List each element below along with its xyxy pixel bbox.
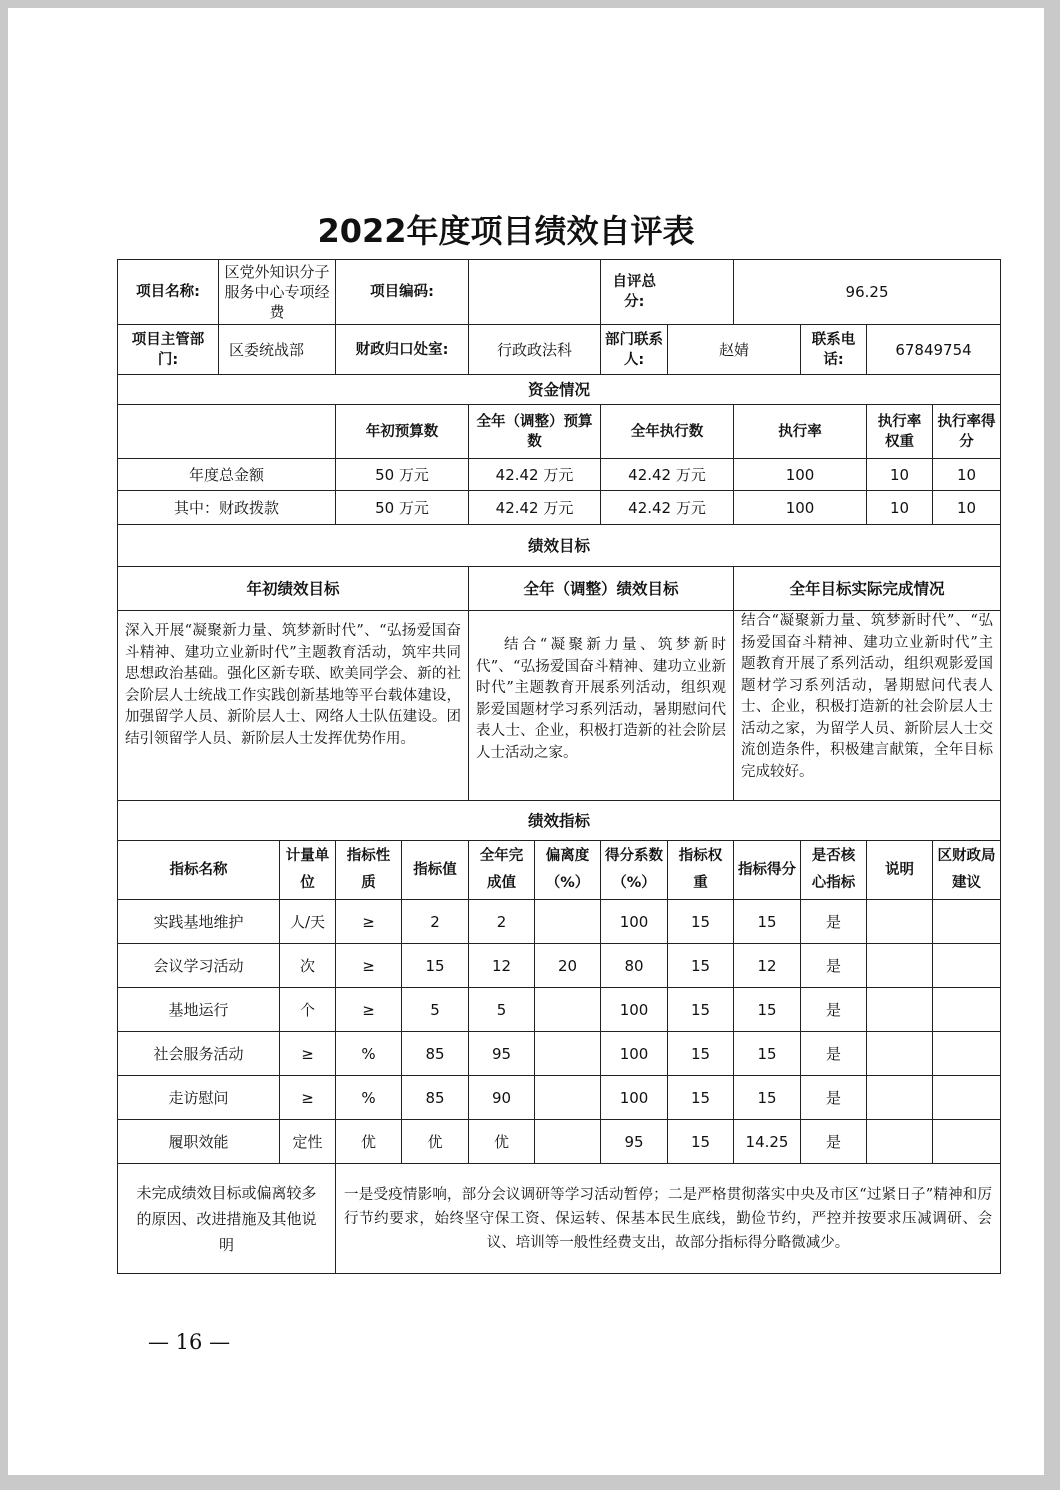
indicator-cell: 15	[668, 900, 734, 944]
indicator-cell: 100	[601, 900, 668, 944]
funds-cell: 100	[734, 459, 867, 491]
goals-section-title: 绩效目标	[118, 525, 1001, 567]
dept-value: 区委统战部	[219, 325, 336, 375]
indicator-cell	[867, 1032, 933, 1076]
funds-cell: 42.42 万元	[469, 459, 601, 491]
contact-label: 部门联系人:	[601, 325, 668, 375]
goals-col1-text: 深入开展“凝聚新力量、筑梦新时代”、“弘扬爱国奋斗精神、建功立业新时代”主题教育活动，筑牢共同思想政治基础。强化区新专联、欧美同学会、新的社会阶层人士统战工作实践创新基地等平台载体建设，加强留学人员、新阶层人士、网络人士队伍建设。团结引领留学人员、新阶层人士发挥优势作用。	[118, 611, 469, 801]
indicator-cell: 优	[469, 1120, 535, 1164]
indicator-cell: 100	[601, 988, 668, 1032]
document-page	[8, 8, 1044, 1475]
funds-cell: 10	[933, 459, 1001, 491]
indicator-cell: 15	[668, 1120, 734, 1164]
performance-table	[117, 259, 1001, 1274]
indicators-header-row	[118, 841, 1001, 900]
indicator-cell: 15	[668, 1032, 734, 1076]
indicator-name: 基地运行	[118, 988, 280, 1032]
indicator-cell: 90	[469, 1076, 535, 1120]
funds-header: 全年执行数	[601, 405, 734, 459]
funds-cell: 50 万元	[336, 491, 469, 525]
indicator-cell: %	[336, 1032, 402, 1076]
reason-row	[118, 1164, 1001, 1274]
indicator-cell	[933, 900, 1001, 944]
indicator-cell: 是	[801, 1032, 867, 1076]
score-spacer	[668, 260, 734, 325]
indicator-cell: 是	[801, 988, 867, 1032]
indicator-cell: 85	[402, 1032, 469, 1076]
project-code-label: 项目编码:	[336, 260, 469, 325]
dept-label: 项目主管部门:	[118, 325, 219, 375]
indicator-header: 全年完成值	[469, 841, 535, 900]
indicator-header: 得分系数（%）	[601, 841, 668, 900]
indicator-cell: 15	[734, 900, 801, 944]
funds-header: 年初预算数	[336, 405, 469, 459]
funds-cell: 42.42 万元	[601, 459, 734, 491]
indicator-cell: 优	[336, 1120, 402, 1164]
indicator-cell: ≥	[280, 1032, 336, 1076]
indicator-cell: 100	[601, 1076, 668, 1120]
funds-header-blank	[118, 405, 336, 459]
funds-header: 全年（调整）预算数	[469, 405, 601, 459]
indicator-row	[118, 988, 1001, 1032]
score-label: 自评总分:	[601, 260, 668, 325]
indicator-cell: 15	[402, 944, 469, 988]
goals-col3-title: 全年目标实际完成情况	[734, 567, 1001, 611]
indicator-cell	[933, 988, 1001, 1032]
indicator-cell	[535, 988, 601, 1032]
indicator-cell: 12	[734, 944, 801, 988]
indicator-cell	[535, 900, 601, 944]
indicator-header: 指标值	[402, 841, 469, 900]
indicator-cell	[535, 1120, 601, 1164]
score-value: 96.25	[734, 260, 1001, 325]
funds-cell: 42.42 万元	[601, 491, 734, 525]
indicator-cell: 100	[601, 1032, 668, 1076]
indicator-cell: 95	[469, 1032, 535, 1076]
project-name-value: 区党外知识分子服务中心专项经费	[219, 260, 336, 325]
indicator-cell: 5	[469, 988, 535, 1032]
indicator-cell: 14.25	[734, 1120, 801, 1164]
page-number: — 16 —	[148, 1330, 231, 1354]
indicator-cell: 20	[535, 944, 601, 988]
indicator-header: 计量单位	[280, 841, 336, 900]
indicator-cell	[933, 944, 1001, 988]
indicator-cell: 15	[668, 1076, 734, 1120]
indicator-cell	[535, 1076, 601, 1120]
indicator-cell: 人/天	[280, 900, 336, 944]
goals-col3-text: 结合“凝聚新力量、筑梦新时代”、“弘扬爱国奋斗精神、建功立业新时代”主题教育开展了系列活动，组织观影爱国题材学习系列活动，暑期慰问代表人士、企业，积极打造新的社会阶层人士活动之家，为留学人员、新阶层人士交流创造条件，积极建言献策，全年目标完成较好。	[734, 611, 1001, 801]
indicator-row	[118, 1032, 1001, 1076]
indicator-cell	[535, 1032, 601, 1076]
indicator-cell: 15	[668, 944, 734, 988]
funds-section-row	[118, 375, 1001, 405]
indicator-cell: 优	[402, 1120, 469, 1164]
indicator-cell: 个	[280, 988, 336, 1032]
funds-row-label: 年度总金额	[118, 459, 336, 491]
indicator-header: 偏离度（%）	[535, 841, 601, 900]
indicator-row	[118, 900, 1001, 944]
indicator-cell: 15	[668, 988, 734, 1032]
funds-cell: 10	[933, 491, 1001, 525]
indicator-name: 会议学习活动	[118, 944, 280, 988]
indicator-cell	[933, 1120, 1001, 1164]
indicator-cell: 2	[469, 900, 535, 944]
goals-col2-text: 结合“凝聚新力量、筑梦新时代”、“弘扬爱国奋斗精神、建功立业新时代”主题教育开展系列活动，组织观影爱国题材学习系列活动，暑期慰问代表人士、企业，积极打造新的社会阶层人士活动之家。	[469, 611, 734, 801]
indicator-cell: 次	[280, 944, 336, 988]
indicator-cell: 是	[801, 900, 867, 944]
funds-cell: 42.42 万元	[469, 491, 601, 525]
indicator-cell	[933, 1076, 1001, 1120]
indicator-row	[118, 1076, 1001, 1120]
indicator-cell: 是	[801, 944, 867, 988]
indicators-section-title: 绩效指标	[118, 801, 1001, 841]
project-code-value	[469, 260, 601, 325]
header-row-1	[118, 260, 1001, 325]
header-row-2	[118, 325, 1001, 375]
funds-header: 执行率得分	[933, 405, 1001, 459]
phone-label: 联系电话:	[801, 325, 867, 375]
indicator-cell	[867, 1076, 933, 1120]
goals-header-row	[118, 567, 1001, 611]
reason-label: 未完成绩效目标或偏离较多的原因、改进措施及其他说明	[118, 1164, 336, 1274]
indicator-header: 指标权重	[668, 841, 734, 900]
indicator-cell: ≥	[336, 900, 402, 944]
indicator-name: 履职效能	[118, 1120, 280, 1164]
contact-value: 赵婧	[668, 325, 801, 375]
indicator-cell: 是	[801, 1076, 867, 1120]
indicators-section-row	[118, 801, 1001, 841]
indicator-name: 实践基地维护	[118, 900, 280, 944]
indicator-rows	[118, 900, 1001, 1164]
goals-section-row	[118, 525, 1001, 567]
goals-text-row	[118, 611, 1001, 801]
funds-row-label: 其中：财政拨款	[118, 491, 336, 525]
funds-section-title: 资金情况	[118, 375, 1001, 405]
goals-col2-title: 全年（调整）绩效目标	[469, 567, 734, 611]
indicator-cell: 95	[601, 1120, 668, 1164]
indicator-name: 社会服务活动	[118, 1032, 280, 1076]
funds-cell: 10	[867, 491, 933, 525]
indicator-cell: %	[336, 1076, 402, 1120]
indicator-cell: 12	[469, 944, 535, 988]
finance-label: 财政归口处室:	[336, 325, 469, 375]
indicator-cell	[933, 1032, 1001, 1076]
indicator-row	[118, 1120, 1001, 1164]
indicator-name: 走访慰问	[118, 1076, 280, 1120]
phone-value: 67849754	[867, 325, 1001, 375]
funds-cell: 100	[734, 491, 867, 525]
indicator-cell	[867, 944, 933, 988]
document-title: 2022年度项目绩效自评表	[317, 212, 695, 250]
funds-row	[118, 491, 1001, 525]
finance-value: 行政政法科	[469, 325, 601, 375]
indicator-cell: 15	[734, 1076, 801, 1120]
indicator-cell: ≥	[280, 1076, 336, 1120]
indicator-header: 指标性质	[336, 841, 402, 900]
indicator-cell: ≥	[336, 988, 402, 1032]
indicator-cell	[867, 1120, 933, 1164]
indicator-cell: 是	[801, 1120, 867, 1164]
indicator-cell: ≥	[336, 944, 402, 988]
indicator-cell: 5	[402, 988, 469, 1032]
goals-col1-title: 年初绩效目标	[118, 567, 469, 611]
reason-text: 一是受疫情影响，部分会议调研等学习活动暂停；二是严格贯彻落实中央及市区“过紧日子”精神和厉行节约要求，始终坚守保工资、保运转、保基本民生底线，勤俭节约，严控并按要求压减调研、会议、培训等一般性经费支出，故部分指标得分略微减少。	[336, 1164, 1001, 1274]
indicator-header: 是否核心指标	[801, 841, 867, 900]
funds-header: 执行率权重	[867, 405, 933, 459]
indicator-cell: 85	[402, 1076, 469, 1120]
indicator-cell: 15	[734, 1032, 801, 1076]
indicator-cell: 2	[402, 900, 469, 944]
indicator-cell: 定性	[280, 1120, 336, 1164]
indicator-header: 指标得分	[734, 841, 801, 900]
indicator-header: 指标名称	[118, 841, 280, 900]
indicator-row	[118, 944, 1001, 988]
indicator-header: 说明	[867, 841, 933, 900]
funds-cell: 10	[867, 459, 933, 491]
funds-cell: 50 万元	[336, 459, 469, 491]
indicator-cell: 15	[734, 988, 801, 1032]
funds-header-row	[118, 405, 1001, 459]
indicator-cell	[867, 988, 933, 1032]
indicator-header: 区财政局建议	[933, 841, 1001, 900]
indicator-cell: 80	[601, 944, 668, 988]
funds-header: 执行率	[734, 405, 867, 459]
indicator-cell	[867, 900, 933, 944]
funds-row	[118, 459, 1001, 491]
project-name-label: 项目名称:	[118, 260, 219, 325]
